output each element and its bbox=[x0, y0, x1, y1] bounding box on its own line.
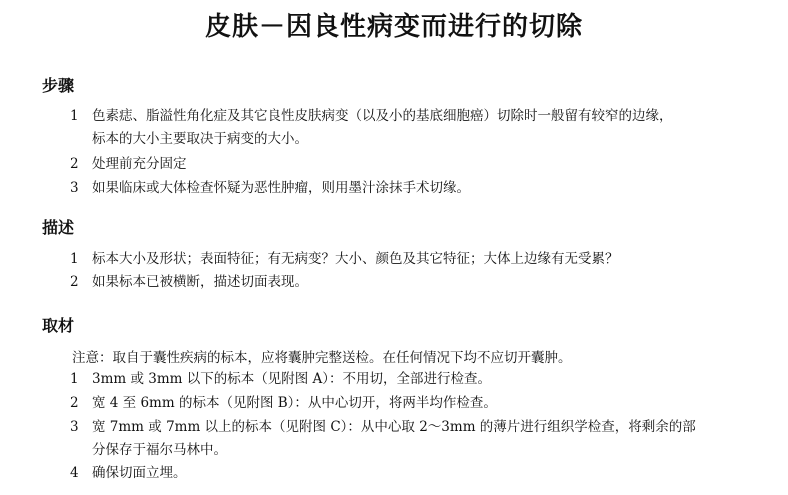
list-text: 色素痣、脂溢性角化症及其它良性皮肤病变（以及小的基底细胞癌）切除时一般留有较窄的边缘， bbox=[92, 108, 673, 124]
list-number: 2 bbox=[70, 274, 79, 290]
list-text: 如果标本已被横断，描述切面表现。 bbox=[92, 274, 308, 290]
list-text: 如果临床或大体检查怀疑为恶性肿瘤，则用墨汁涂抹手术切缘。 bbox=[92, 180, 470, 196]
list-text: 处理前充分固定 bbox=[92, 156, 187, 172]
list-item-step-1 bbox=[70, 106, 770, 150]
list-item-step-3 bbox=[70, 178, 770, 199]
section-heading-sampling: 取材 bbox=[42, 316, 75, 335]
list-text: 宽 7mm 或 7mm 以上的标本（见附图 C）：从中心取 2～3mm 的薄片进行组织学检查，将剩余的部 bbox=[92, 419, 696, 435]
list-text: 宽 4 至 6mm 的标本（见附图 B）：从中心切开，将两半均作检查。 bbox=[92, 395, 497, 411]
section-heading-steps: 步骤 bbox=[42, 76, 75, 95]
list-item-description-2 bbox=[70, 272, 770, 293]
list-text: 标本大小及形状；表面特征；有无病变？大小、颜色及其它特征；大体上边缘有无受累？ bbox=[92, 251, 619, 267]
list-item-sampling-2 bbox=[70, 393, 770, 414]
list-number: 2 bbox=[70, 395, 79, 411]
list-number: 3 bbox=[70, 419, 79, 435]
list-item-sampling-1 bbox=[70, 369, 770, 390]
list-number: 4 bbox=[70, 465, 79, 481]
list-item-sampling-3 bbox=[70, 417, 770, 461]
list-text: 确保切面立埋。 bbox=[92, 465, 187, 481]
list-number: 3 bbox=[70, 180, 79, 196]
list-item-sampling-4 bbox=[70, 463, 770, 484]
list-item-step-2 bbox=[70, 154, 770, 175]
list-number: 2 bbox=[70, 156, 79, 172]
section-heading-description: 描述 bbox=[42, 218, 75, 237]
sampling-note: 注意：取自于囊性疾病的标本，应将囊肿完整送检。在任何情况下均不应切开囊肿。 bbox=[72, 350, 572, 366]
list-number: 1 bbox=[70, 251, 79, 267]
page-title: 皮肤－因良性病变而进行的切除 bbox=[204, 12, 583, 42]
list-number: 1 bbox=[70, 371, 79, 387]
list-text-continuation: 标本的大小主要取决于病变的大小。 bbox=[92, 131, 308, 147]
list-text-continuation: 分保存于福尔马林中。 bbox=[92, 442, 227, 458]
list-item-description-1 bbox=[70, 249, 770, 270]
list-text: 3mm 或 3mm 以下的标本（见附图 A）：不用切，全部进行检查。 bbox=[92, 371, 492, 387]
list-number: 1 bbox=[70, 108, 79, 124]
